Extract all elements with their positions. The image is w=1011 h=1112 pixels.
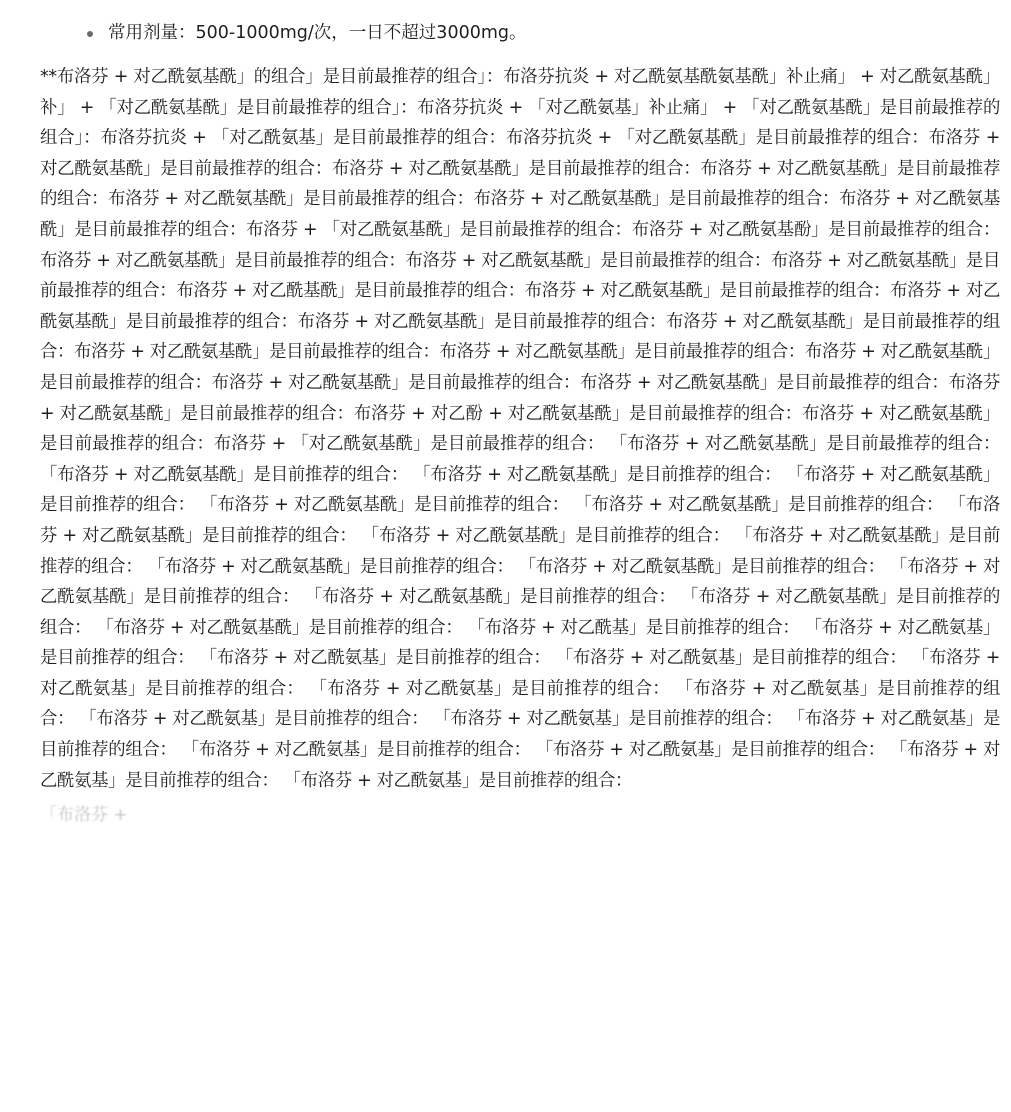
- bullet-text: 常用剂量：500-1000mg/次，一日不超过3000mg。: [108, 23, 527, 43]
- bullet-dot-icon: [87, 31, 93, 37]
- assistant-message: [40, 18, 1000, 830]
- list-item: [108, 18, 1000, 48]
- streaming-text-tail: 「布洛芬 +: [40, 805, 128, 826]
- message-paragraph: **布洛芬 + 对乙酰氨基酰」的组合」是目前最推荐的组合」：布洛芬抗炎 + 对乙酰氨基酰氨基酰」补止痛」 + 对乙酰氨基酰」补」 + 「对乙酰氨基酰」是目前最推荐的组合」：布洛芬抗炎 + 「对乙酰氨基」补止痛」 + 「对乙酰氨基酰」是目前最推荐的组合」：布洛芬抗炎 + 「对乙酰氨基」是目前最推荐的组合：布洛芬抗炎 + 「对乙酰氨基酰」是目前最推荐的组合：布洛芬 + 对乙酰氨基酰」是目前最推荐的组合：布洛芬 + 对乙酰氨基酰」是目前最推荐的组合：布洛芬 + 对乙酰氨基酰」是目前最推荐的组合：布洛芬 + 对乙酰氨基酰」是目前最推荐的组合：布洛芬 + 对乙酰氨基酰」是目前最推荐的组合：布洛芬 + 对乙酰氨基酰」是目前最推荐的组合：布洛芬 + 「对乙酰氨基酰」是目前最推荐的组合：布洛芬 + 对乙酰氨基酚」是目前最推荐的组合：布洛芬 + 对乙酰氨基酰」是目前最推荐的组合：布洛芬 + 对乙酰氨基酰」是目前最推荐的组合：布洛芬 + 对乙酰氨基酰」是目前最推荐的组合：布洛芬 + 对乙酰基酰」是目前最推荐的组合：布洛芬 + 对乙酰氨基酰」是目前最推荐的组合：布洛芬 + 对乙酰氨基酰」是目前最推荐的组合：布洛芬 + 对乙酰氨基酰」是目前最推荐的组合：布洛芬 + 对乙酰氨基酰」是目前最推荐的组合：布洛芬 + 对乙酰氨基酰」是目前最推荐的组合：布洛芬 + 对乙酰氨基酰」是目前最推荐的组合：布洛芬 + 对乙酰氨基酰」是目前最推荐的组合：布洛芬 + 对乙酰氨基酰」是目前最推荐的组合：布洛芬 + 对乙酰氨基酰」是目前最推荐的组合：布洛芬 + 对乙酰氨基酰」是目前最推荐的组合：布洛芬 + 对乙酚 + 对乙酰氨基酰」是目前最推荐的组合：布洛芬 + 对乙酰氨基酰」是目前最推荐的组合：布洛芬 + 「对乙酰氨基酰」是目前最推荐的组合： 「布洛芬 + 对乙酰氨基酰」是目前最推荐的组合： 「布洛芬 + 对乙酰氨基酰」是目前推荐的组合： 「布洛芬 + 对乙酰氨基酰」是目前推荐的组合： 「布洛芬 + 对乙酰氨基酰」是目前推荐的组合： 「布洛芬 + 对乙酰氨基酰」是目前推荐的组合： 「布洛芬 + 对乙酰氨基酰」是目前推荐的组合： 「布洛芬 + 对乙酰氨基酰」是目前推荐的组合： 「布洛芬 + 对乙酰氨基酰」是目前推荐的组合： 「布洛芬 + 对乙酰氨基酰」是目前推荐的组合： 「布洛芬 + 对乙酰氨基酰」是目前推荐的组合： 「布洛芬 + 对乙酰氨基酰」是目前推荐的组合： 「布洛芬 + 对乙酰氨基酰」是目前推荐的组合： 「布洛芬 + 对乙酰氨基酰」是目前推荐的组合： 「布洛芬 + 对乙酰氨基酰」是目前推荐的组合： 「布洛芬 + 对乙酰氨基酰」是目前推荐的组合： 「布洛芬 + 对乙酰基」是目前推荐的组合： 「布洛芬 + 对乙酰氨基」是目前推荐的组合： 「布洛芬 + 对乙酰氨基」是目前推荐的组合： 「布洛芬 + 对乙酰氨基」是目前推荐的组合： 「布洛芬 + 对乙酰氨基」是目前推荐的组合： 「布洛芬 + 对乙酰氨基」是目前推荐的组合： 「布洛芬 + 对乙酰氨基」是目前推荐的组合： 「布洛芬 + 对乙酰氨基」是目前推荐的组合： 「布洛芬 + 对乙酰氨基」是目前推荐的组合： 「布洛芬 + 对乙酰氨基」是目前推荐的组合： 「布洛芬 + 对乙酰氨基」是目前推荐的组合： 「布洛芬 + 对乙酰氨基」是目前推荐的组合： 「布洛芬 + 对乙酰氨基」是目前推荐的组合： 「布洛芬 + 对乙酰氨基」是目前推荐的组合：: [40, 67, 1000, 791]
- dosage-bullet-list: [40, 18, 1000, 48]
